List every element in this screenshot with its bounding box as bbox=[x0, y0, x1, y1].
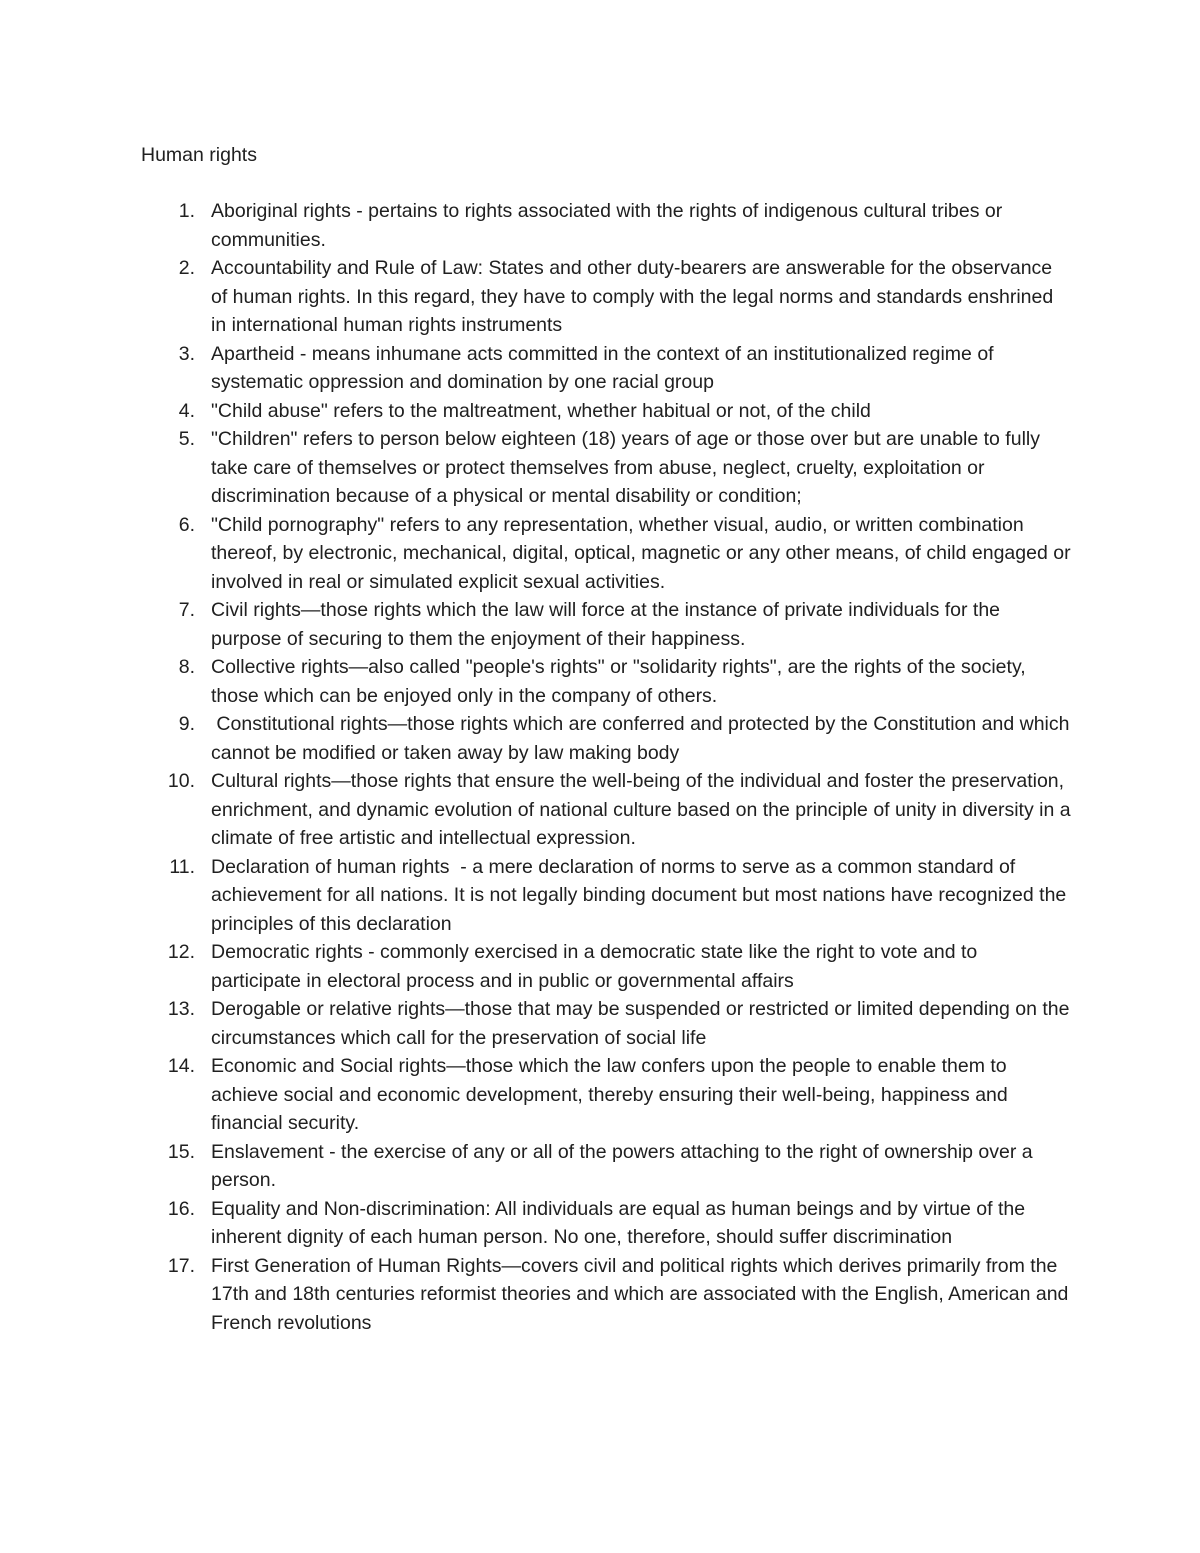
list-item-number: 15. bbox=[167, 1140, 195, 1163]
list-item-text: Democratic rights - commonly exercised in a democratic state like the right to vote and to participate in electoral process and in public or governmental affairs bbox=[211, 941, 978, 992]
list-item-text: Derogable or relative rights—those that may be suspended or restricted or limited depending on the circumstances which call for the preservation of social life bbox=[211, 998, 1070, 1049]
list-item-text: Accountability and Rule of Law: States and other duty-bearers are answerable for the observance of human rights. In this regard, they have to comply with the legal norms and standards enshrined in international human rights instruments bbox=[211, 257, 1054, 336]
list-item bbox=[0, 1195, 1071, 1252]
list-item bbox=[0, 254, 1071, 340]
list-item-number: 9. bbox=[178, 713, 195, 735]
list-item bbox=[0, 1252, 1071, 1338]
list-item-number: 8. bbox=[178, 656, 195, 678]
list-item bbox=[0, 1052, 1071, 1138]
list-item-number: 13. bbox=[167, 998, 195, 1020]
list-item-text: Enslavement - the exercise of any or all of the powers attaching to the right of ownership over a person. bbox=[211, 1140, 1033, 1191]
list-item-text: Cultural rights—those rights that ensure the well-being of the individual and foster the preservation, enrichment, and dynamic evolution of national culture based on the principle of unity in diversity in a climate of free artistic and intellectual expression. bbox=[211, 770, 1071, 849]
list-item bbox=[0, 995, 1071, 1052]
list-item-number: 5. bbox=[178, 428, 195, 450]
list-item-text: "Child abuse" refers to the maltreatment, whether habitual or not, of the child bbox=[211, 399, 871, 422]
list-item-number: 6. bbox=[178, 513, 195, 536]
list-item-text: First Generation of Human Rights—covers civil and political rights which derives primarily from the 17th and 18th centuries reformist theories and which are associated with the English, American and French revolutions bbox=[211, 1254, 1069, 1334]
list-item bbox=[0, 653, 1071, 710]
list-item-number: 2. bbox=[178, 257, 195, 279]
list-item-text: "Children" refers to person below eighteen (18) years of age or those over but are unable to fully take care of themselves or protect themselves from abuse, neglect, cruelty, exploitation or discrimination because of a physical or mental disability or condition; bbox=[211, 428, 1040, 507]
list-item bbox=[0, 197, 1071, 254]
list-item-text: Equality and Non-discrimination: All individuals are equal as human beings and by virtue of the inherent dignity of each human person. No one, therefore, should suffer discrimination bbox=[211, 1197, 1026, 1248]
list-item-number: 4. bbox=[178, 399, 195, 422]
list-item-text: Constitutional rights—those rights which are conferred and protected by the Constitution and which cannot be modified or taken away by law making body bbox=[211, 713, 1070, 764]
list-item-number: 7. bbox=[178, 599, 195, 621]
list-item-text: Apartheid - means inhumane acts committed in the context of an institutionalized regime of systematic oppression and domination by one racial group bbox=[211, 342, 994, 393]
list-item-number: 17. bbox=[167, 1254, 195, 1277]
list-item-text: Economic and Social rights—those which the law confers upon the people to enable them to achieve social and economic development, thereby ensuring their well-being, happiness and financial security. bbox=[211, 1055, 1008, 1134]
list-item bbox=[0, 1138, 1071, 1195]
definitions-list bbox=[0, 197, 1200, 1337]
list-item bbox=[0, 596, 1071, 653]
list-item-text: Aboriginal rights - pertains to rights associated with the rights of indigenous cultural tribes or communities. bbox=[211, 200, 1003, 251]
list-item bbox=[0, 511, 1071, 597]
list-item-number: 11. bbox=[169, 855, 195, 878]
list-item-number: 14. bbox=[167, 1055, 195, 1077]
list-item-text: Civil rights—those rights which the law will force at the instance of private individuals for the purpose of securing to them the enjoyment of their happiness. bbox=[211, 599, 1001, 650]
list-item bbox=[0, 853, 1071, 939]
list-item bbox=[0, 397, 1071, 426]
list-item-number: 12. bbox=[167, 941, 195, 963]
list-item-number: 16. bbox=[167, 1197, 195, 1220]
list-item bbox=[0, 425, 1071, 511]
list-item-text: Collective rights—also called "people's rights" or "solidarity rights", are the rights of the society, those which can be enjoyed only in the company of others. bbox=[211, 656, 1026, 707]
list-item-number: 3. bbox=[178, 342, 195, 365]
list-item bbox=[0, 710, 1071, 767]
list-item bbox=[0, 938, 1071, 995]
list-item-text: Declaration of human rights - a mere declaration of norms to serve as a common standard of achievement for all nations. It is not legally binding document but most nations have recognized the principles of this declaration bbox=[211, 855, 1067, 935]
list-item-number: 10. bbox=[167, 770, 195, 792]
document-title: Human rights bbox=[141, 144, 257, 166]
list-item bbox=[0, 340, 1071, 397]
list-item-text: "Child pornography" refers to any representation, whether visual, audio, or written combination thereof, by electronic, mechanical, digital, optical, magnetic or any other means, of child engaged or involved in real or simulated explicit sexual activities. bbox=[211, 513, 1071, 593]
list-item bbox=[0, 767, 1071, 853]
list-item-number: 1. bbox=[178, 200, 195, 222]
